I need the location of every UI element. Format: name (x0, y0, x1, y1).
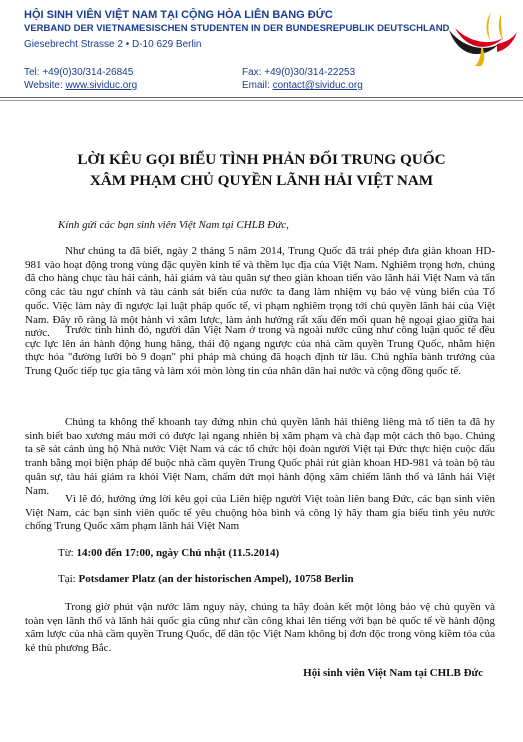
salutation: Kính gửi các bạn sinh viên Việt Nam tại CHLB Đức, (58, 219, 289, 231)
flame-emblem-icon (441, 8, 519, 68)
email-group (242, 80, 363, 91)
event-time: 14:00 đến 17:00, ngày Chủ nhật (11.5.2014) (76, 547, 280, 559)
body-paragraph-3: Chúng ta không thể khoanh tay đứng nhìn chủ quyền lãnh hải thiêng liêng mà tổ tiên ta đã hy sinh biết bao xương máu mới có được lại ngang nhiên bị xâm phạm và chà đạp một cách thô bạo. Chúng ta sẽ sát cánh ủng hộ Nhà nước Việt Nam và các tổ chức hội đoàn người Việt tại Đức thực hiện cuộc đấu tranh bằng mọi biện pháp để buộc nhà cầm quyền Trung Quốc phải rút giàn khoan HD-981 và toàn bộ tàu quân sự, tàu hải giám ra khỏi Việt Nam, chấm dứt mọi hành động xâm chiếm lãnh thổ và lãnh hải Việt Nam. (25, 416, 495, 497)
header-divider-top (0, 97, 523, 98)
org-name-german: VERBAND DER VIETNAMESISCHEN STUDENTEN IN DER BUNDESREPUBLIK DEUTSCHLAND (24, 23, 450, 34)
event-place: Potsdamer Platz (an der historischen Ampel), 10758 Berlin (78, 573, 354, 585)
header-divider-bottom (0, 100, 523, 101)
tel-number: +49(0)30/314-26845 (42, 67, 134, 78)
flame-yellow-small (499, 14, 503, 40)
contact-row-web (24, 80, 363, 91)
event-place-line (58, 573, 354, 585)
fax-label: Fax: (242, 67, 265, 78)
body-paragraph-1: Như chúng ta đã biết, ngày 2 tháng 5 năm 2014, Trung Quốc đã trái phép đưa giàn khoan HD-981 vào hoạt động trong vùng đặc quyền kinh tế và thềm lục địa của Việt Nam. Nghiêm trọng hơn, chúng đã cho hàng chục tàu hải cảnh, hải giám và tàu quân sự theo giàn khoan tiến vào lãnh hải Việt Nam và tấn công các tàu ngư chính và tàu cảnh sát biển của nước ta đang làm nhiệm vụ bảo vệ vùng biển của Tổ quốc. Việc làm này đi ngược lại luật pháp quốc tế, vi phạm nghiêm trọng tới chủ quyền lãnh hải của Việt Nam. Đây rõ ràng là một hành vi xâm lược, làm ảnh hưởng rất xấu đến mối quan hệ ngoại giao giữa hai nước. (25, 245, 495, 340)
tel-label: Tel: (24, 67, 43, 78)
contact-row-phone (24, 67, 356, 78)
website-link[interactable]: www.sividuc.org (65, 80, 138, 91)
flame-yellow (487, 12, 492, 42)
body-paragraph-4: Vì lẽ đó, hưởng ứng lời kêu gọi của Liên hiệp người Việt toàn liên bang Đức, các bạn sinh viên Việt Nam, các bạn sinh viên quốc tế yêu chuộng hòa bình và công lý hãy tham gia biểu tình yêu nước chống Trung Quốc xâm phạm lãnh hải Việt Nam (25, 493, 495, 533)
signature: Hội sinh viên Việt Nam tại CHLB Đức (303, 667, 483, 679)
body-paragraph-2: Trước tình hình đó, người dân Việt Nam ở trong và ngoài nước cũng như công luận quốc tế đều cực lực lên án hành động hung hăng, thái độ ngang ngược của nhà cầm quyền Trung Quốc, nhằm hiện thực hóa "đường lưỡi bò 9 đoạn" phi pháp mà chúng đã hoạch định từ lâu. Chủ nghĩa bành trướng của Trung Quốc tiếp tục gia tăng và làm xói mòn lòng tin của nhân dân hai nước và cộng đồng quốc tế. (25, 324, 495, 378)
document-title-line1: LỜI KÊU GỌI BIỂU TÌNH PHẢN ĐỐI TRUNG QUỐC (77, 151, 446, 168)
event-time-line (58, 547, 279, 559)
email-label: Email: (242, 80, 273, 91)
body-paragraph-5: Trong giờ phút vận nước lâm nguy này, chúng ta hãy đoàn kết một lòng bảo vệ chủ quyền và toàn vẹn lãnh thổ và lãnh hải quốc gia cũng như cần công khai lên tiếng với bạn bè quốc tế về hành động xâm lược của nhà cầm quyền Trung Quốc, để dân tộc Việt Nam không bị đơn độc trong vòng kiềm tỏa của kẻ thù phương Bắc. (25, 601, 495, 655)
event-time-label: Từ: (58, 547, 77, 559)
fax-group (242, 67, 355, 78)
wing-red-right (497, 32, 517, 52)
org-address: Giesebrecht Strasse 2 • D-10 629 Berlin (24, 39, 202, 50)
website-label: Website: (24, 80, 66, 91)
event-place-label: Tại: (58, 573, 79, 585)
org-name-vietnamese: HỘI SINH VIÊN VIỆT NAM TẠI CỘNG HÒA LIÊN BANG ĐỨC (24, 9, 333, 21)
email-link[interactable]: contact@sividuc.org (272, 80, 363, 91)
fax-number: +49(0)30/314-22253 (264, 67, 356, 78)
document-title-line2: XÂM PHẠM CHỦ QUYỀN LÃNH HẢI VIỆT NAM (89, 172, 434, 189)
